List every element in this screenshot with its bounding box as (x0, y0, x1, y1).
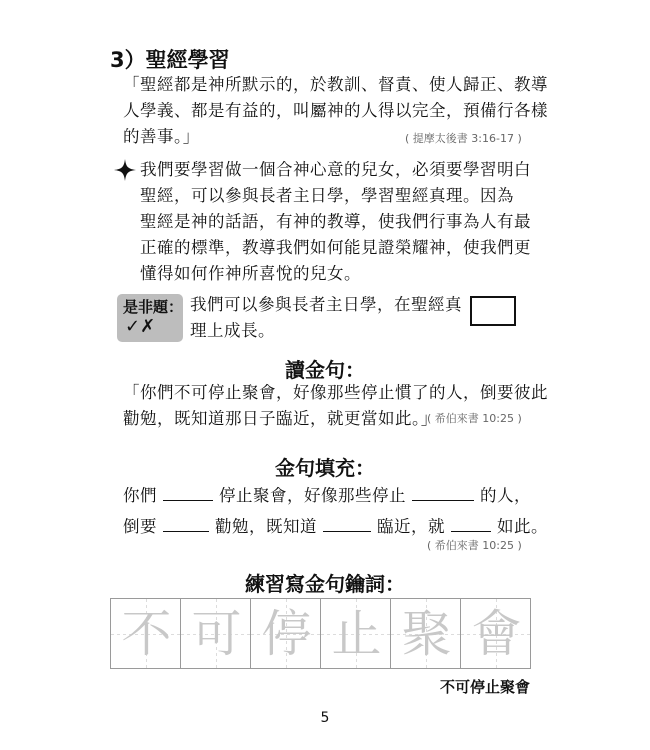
quote-line: 人學義、都是有益的，叫屬神的人得以完全，預備行各樣 (123, 101, 548, 120)
fill-in-line-1 (123, 482, 531, 509)
fill-blank[interactable] (163, 482, 213, 501)
practice-cell[interactable] (320, 598, 391, 669)
fill-in-line-2 (123, 513, 548, 540)
study-paragraph (140, 157, 531, 287)
trace-character: 會 (471, 605, 522, 663)
fill-blank[interactable] (163, 513, 209, 532)
fill-in-reference: ( 希伯來書 10:25 ) (427, 539, 522, 552)
fill-text: 勸勉，既知道 (215, 517, 317, 536)
fill-blank[interactable] (451, 513, 491, 532)
memory-verse-reference: ( 希伯來書 10:25 ) (427, 412, 522, 425)
memory-verse-title: 讀金句： (285, 358, 365, 382)
trace-character: 停 (261, 605, 312, 663)
check-cross-marks: ✓✗ (125, 316, 156, 337)
paragraph-line: 懂得如何作神所喜悅的兒女。 (140, 264, 361, 283)
fill-text: 停止聚會，好像那些停止 (219, 486, 406, 505)
page-number: 5 (320, 710, 330, 726)
statement-line: 我們可以參與長者主日學，在聖經真 (190, 295, 462, 314)
trace-character: 不 (121, 605, 172, 663)
practice-caption: 不可停止聚會 (440, 678, 531, 696)
fill-blank[interactable] (412, 482, 474, 501)
true-false-statement (190, 292, 462, 344)
verse-line: 勸勉，既知道那日子臨近，就更當如此。」 (123, 409, 438, 428)
answer-box[interactable] (470, 296, 516, 326)
four-point-star-icon (114, 159, 136, 181)
fill-text: 你們 (123, 486, 157, 505)
verse-line: 「你們不可停止聚會，好像那些停止慣了的人，倒要彼此 (123, 383, 548, 402)
statement-line: 理上成長。 (190, 321, 275, 340)
fill-text: 的人， (480, 486, 531, 505)
trace-character: 可 (191, 605, 242, 663)
fill-text: 倒要 (123, 517, 157, 536)
fill-in-title: 金句填充： (275, 456, 375, 480)
practice-title: 練習寫金句鑰詞： (245, 572, 405, 596)
true-false-label: 是非題： (123, 298, 184, 316)
quote-line: 「聖經都是神所默示的，於教訓、督責、使人歸正、教導 (123, 75, 548, 94)
trace-character: 止 (331, 605, 382, 663)
section-title: 3）聖經學習 (110, 48, 230, 72)
practice-cell[interactable] (390, 598, 461, 669)
trace-character: 聚 (401, 605, 452, 663)
paragraph-line: 正確的標準，教導我們如何能見證榮耀神，使我們更 (140, 238, 531, 257)
fill-blank[interactable] (323, 513, 371, 532)
quote-reference: ( 提摩太後書 3:16-17 ) (405, 132, 522, 145)
paragraph-line: 聖經是神的話語，有神的教導，使我們行事為人有最 (140, 212, 531, 231)
paragraph-line: 聖經，可以參與長者主日學，學習聖經真理。因為 (140, 186, 514, 205)
practice-grid (110, 598, 531, 669)
quote-line: 的善事。」 (123, 127, 200, 146)
practice-cell[interactable] (460, 598, 531, 669)
practice-cell[interactable] (180, 598, 251, 669)
fill-text: 臨近，就 (377, 517, 445, 536)
true-false-badge (117, 294, 183, 342)
practice-cell[interactable] (110, 598, 181, 669)
practice-cell[interactable] (250, 598, 321, 669)
fill-text: 如此。 (497, 517, 548, 536)
paragraph-line: 我們要學習做一個合神心意的兒女，必須要學習明白 (140, 160, 531, 179)
